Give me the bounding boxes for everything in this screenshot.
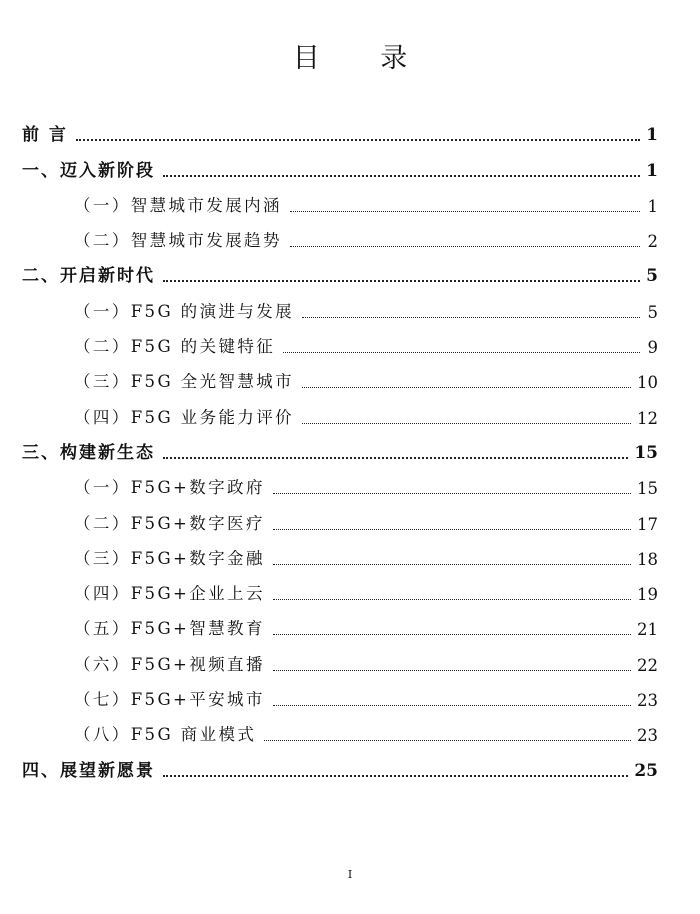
toc-page-number: 19 [637,585,658,605]
toc-section-entry[interactable] [22,468,658,503]
table-of-contents [22,115,658,786]
toc-section-entry[interactable] [22,644,658,679]
page-title: 目 录 [292,43,434,74]
toc-page-number: 25 [634,760,658,781]
toc-entry-label: （四）F5G 业务能力评价 [74,407,295,427]
toc-section-entry[interactable] [22,362,658,397]
toc-entry-label: （三）F5G 全光智慧城市 [74,372,295,392]
toc-section-entry[interactable] [22,221,658,256]
toc-section-entry[interactable] [22,715,658,750]
toc-entry-label: （三）F5G+数字金融 [74,548,265,568]
toc-section-entry[interactable] [22,327,658,362]
toc-entry-label: （一）F5G+数字政府 [74,478,265,498]
toc-dot-leader [163,280,640,282]
toc-chapter-entry[interactable] [22,433,658,468]
toc-dot-leader [283,352,640,353]
toc-page-number: 1 [647,196,658,216]
toc-page-number: 17 [637,514,658,534]
toc-dot-leader [163,457,628,459]
toc-dot-leader [302,317,640,318]
toc-entry-label: （七）F5G+平安城市 [74,690,265,710]
toc-section-entry[interactable] [22,574,658,609]
toc-page-number: 1 [646,125,658,146]
toc-page-number: 5 [646,266,658,287]
toc-dot-leader [290,246,640,247]
toc-entry-label: （二）智慧城市发展趋势 [74,231,282,251]
toc-page-number: 18 [637,549,658,569]
toc-dot-leader [163,775,628,777]
toc-entry-label: 一、迈入新阶段 [22,160,155,181]
page-number: I [347,868,353,881]
toc-section-entry[interactable] [22,680,658,715]
toc-page-number: 9 [647,338,658,358]
toc-entry-label: （一）智慧城市发展内涵 [74,195,282,215]
toc-entry-label: （一）F5G 的演进与发展 [74,301,295,321]
toc-dot-leader [290,211,640,212]
toc-dot-leader [273,634,631,635]
toc-page-number: 1 [646,160,658,181]
toc-chapter-entry[interactable] [22,150,658,185]
toc-section-entry[interactable] [22,291,658,326]
toc-entry-label: 二、开启新时代 [22,266,155,287]
toc-dot-leader [273,670,631,671]
toc-dot-leader [76,139,640,141]
toc-entry-label: （八）F5G 商业模式 [74,725,257,745]
toc-page-number: 12 [637,408,658,428]
toc-section-entry[interactable] [22,397,658,432]
toc-dot-leader [302,387,631,388]
toc-entry-label: （五）F5G+智慧教育 [74,619,265,639]
toc-dot-leader [273,599,631,600]
toc-section-entry[interactable] [22,186,658,221]
toc-entry-label: 三、构建新生态 [22,442,155,463]
toc-page-number: 23 [637,691,658,711]
toc-page-number: 22 [637,655,658,675]
toc-page-number: 23 [637,726,658,746]
toc-entry-label: 四、展望新愿景 [22,760,155,781]
toc-chapter-entry[interactable] [22,750,658,785]
toc-dot-leader [264,740,631,741]
toc-dot-leader [302,423,631,424]
toc-entry-label: 前 言 [22,125,68,146]
toc-dot-leader [273,493,631,494]
toc-section-entry[interactable] [22,503,658,538]
toc-entry-label: （二）F5G 的关键特征 [74,337,276,357]
toc-chapter-entry[interactable] [22,256,658,291]
toc-dot-leader [273,529,631,530]
toc-section-entry[interactable] [22,609,658,644]
toc-entry-label: （四）F5G+企业上云 [74,584,265,604]
toc-section-entry[interactable] [22,539,658,574]
toc-page-number: 5 [647,302,658,322]
toc-page-number: 15 [637,479,658,499]
toc-dot-leader [273,564,631,565]
toc-page-number: 2 [647,232,658,252]
toc-page-number: 15 [634,442,658,463]
toc-page-number: 21 [637,620,658,640]
toc-chapter-entry[interactable] [22,115,658,150]
toc-page-number: 10 [637,373,658,393]
toc-entry-label: （二）F5G+数字医疗 [74,513,265,533]
toc-entry-label: （六）F5G+视频直播 [74,654,265,674]
toc-dot-leader [273,705,631,706]
toc-dot-leader [163,175,640,177]
